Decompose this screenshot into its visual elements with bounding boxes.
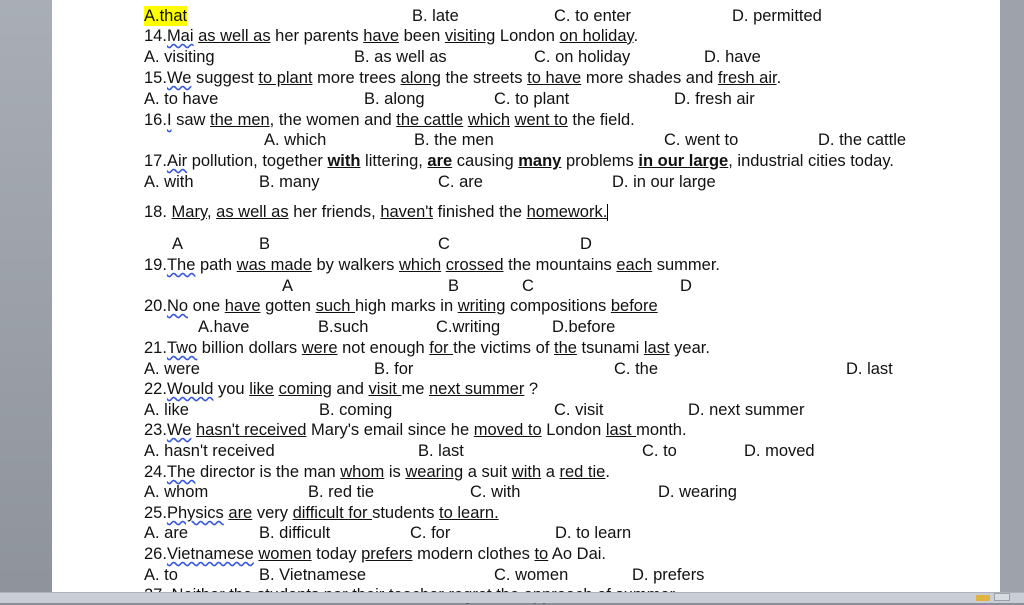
text-run: .: [605, 463, 610, 481]
text-run: ?: [524, 380, 539, 398]
text-run: the mountains: [503, 256, 617, 274]
text-run: the cattle: [396, 111, 464, 129]
option-q26o-3: D. prefers: [632, 566, 705, 584]
text-run: her friends,: [288, 203, 381, 221]
option-q21o-2: C. the: [614, 360, 659, 378]
text-run: saw: [171, 111, 211, 129]
text-run: 19.: [144, 256, 167, 274]
text-run: me: [401, 380, 429, 398]
text-run: not enough: [337, 339, 430, 357]
text-run: Mary: [171, 203, 207, 221]
text-run: visit: [368, 380, 402, 398]
text-run: haven't: [380, 203, 434, 221]
text-run: moved to: [473, 421, 542, 439]
option-q24o-2: C. with: [470, 483, 521, 501]
option-q25o-0: A. are: [144, 524, 189, 542]
option-q15o-1: B. along: [364, 90, 425, 108]
text-run: to plant: [258, 69, 313, 87]
text-run: summer.: [652, 256, 721, 274]
option-q20o-0: A.have: [198, 318, 250, 336]
text-run: last: [643, 339, 670, 357]
option-q18o-1: B: [259, 235, 271, 253]
option-top_opts-3: D. permitted: [732, 7, 822, 25]
text-run: high marks in: [355, 297, 458, 315]
text-run: last: [605, 421, 637, 439]
text-run: Air: [166, 152, 188, 170]
text-run: month.: [636, 421, 687, 439]
text-run: whom: [340, 463, 385, 481]
text-run: which: [398, 256, 442, 274]
right-scroll-area[interactable]: [1000, 0, 1024, 603]
text-run: coming: [278, 380, 332, 398]
text-run: problems: [561, 152, 639, 170]
text-run: , industrial cities today.: [728, 152, 894, 170]
option-q20o-3: D.before: [552, 318, 616, 336]
text-run: the victims of: [453, 339, 554, 357]
text-run: on holiday: [559, 27, 634, 45]
text-run: 16.: [144, 111, 167, 129]
text-run: wearing: [405, 463, 464, 481]
option-q17o-3: D. in our large: [612, 173, 716, 191]
text-run: 15.: [144, 69, 167, 87]
text-run: today: [311, 545, 362, 563]
text-run: with: [511, 463, 542, 481]
text-run: The: [166, 463, 196, 481]
text-run: 23.: [144, 421, 167, 439]
question-q25: [144, 503, 499, 523]
option-q15o-0: A. to have: [144, 90, 219, 108]
text-run: Mary's email since he: [306, 421, 474, 439]
text-run: ,: [206, 203, 217, 221]
option-q23o-1: B. last: [418, 442, 464, 460]
question-q20: [144, 296, 658, 316]
text-run: which: [467, 111, 510, 129]
text-run: hasn't received: [195, 421, 307, 439]
text-run: the: [554, 339, 577, 357]
text-run: I: [166, 111, 172, 129]
option-q14o-0: A. visiting: [144, 48, 215, 66]
text-run: difficult: [292, 504, 349, 522]
option-q22o-1: B. coming: [319, 401, 393, 419]
text-run: finished the: [433, 203, 527, 221]
question-q15: [144, 68, 781, 88]
text-run: to have: [527, 69, 582, 87]
option-q26o-0: A. to: [144, 566, 178, 584]
option-q21o-0: A. were: [144, 360, 200, 378]
text-run: the field.: [567, 111, 635, 129]
text-run: tsunami: [576, 339, 644, 357]
text-run: before: [610, 297, 658, 315]
option-q26o-1: B. Vietnamese: [259, 566, 367, 584]
text-run: London: [495, 27, 560, 45]
question-q22: [144, 379, 538, 399]
text-run: went to: [514, 111, 568, 129]
question-q18: [144, 202, 608, 222]
text-run: pollution, together: [187, 152, 328, 170]
text-run: Ao Dai.: [548, 545, 607, 563]
question-q16: [144, 110, 635, 130]
text-run: you: [213, 380, 250, 398]
text-run: Mai: [166, 27, 194, 45]
option-q22o-2: C. visit: [554, 401, 604, 419]
option-top_opts-2: C. to enter: [554, 7, 632, 25]
text-run: in our large: [638, 152, 729, 170]
text-run: 26.: [144, 545, 167, 563]
text-run: 24.: [144, 463, 167, 481]
question-q17: [144, 151, 894, 171]
option-q18o-2: C: [438, 235, 450, 253]
text-run: each: [616, 256, 653, 274]
text-run: one: [188, 297, 225, 315]
option-q24o-1: B. red tie: [308, 483, 375, 501]
option-q23o-3: D. moved: [744, 442, 815, 460]
option-q14o-3: D. have: [704, 48, 761, 66]
option-q21o-3: D. last: [846, 360, 893, 378]
text-run: next summer: [428, 380, 525, 398]
text-run: homework.: [526, 203, 608, 221]
option-q20o-2: C.writing: [436, 318, 501, 336]
text-run: women: [258, 545, 312, 563]
option-top_opts-1: B. late: [412, 7, 459, 25]
text-run: is: [384, 463, 406, 481]
view-layout-icon[interactable]: [976, 595, 990, 601]
option-q17o-1: B. many: [259, 173, 320, 191]
text-run: We: [166, 421, 192, 439]
text-run: for: [429, 339, 454, 357]
text-run: director is the man: [195, 463, 341, 481]
text-run: as well as: [198, 27, 271, 45]
text-run: .: [776, 69, 782, 87]
text-run: fresh air: [717, 69, 777, 87]
option-q16o-0: A. which: [264, 131, 327, 149]
question-q19: [144, 255, 720, 275]
question-q23: [144, 420, 687, 440]
text-run: suggest: [191, 69, 259, 87]
text-run: 22.: [144, 380, 167, 398]
text-run: a suit: [463, 463, 512, 481]
text-run: , the women and: [269, 111, 397, 129]
text-cursor: [607, 204, 608, 221]
text-run: were: [301, 339, 338, 357]
option-q23o-0: A. hasn't received: [144, 442, 275, 460]
question-q26: [144, 544, 606, 564]
text-run: was made: [236, 256, 312, 274]
option-q16o-2: C. went to: [664, 131, 739, 149]
text-run: Physics: [166, 504, 224, 522]
text-run: 21.: [144, 339, 167, 357]
option-q25o-2: C. for: [410, 524, 451, 542]
option-top_opts-0: A.that: [144, 7, 188, 25]
text-run: modern clothes: [412, 545, 535, 563]
text-run: path: [195, 256, 237, 274]
question-q14: [144, 26, 638, 46]
option-q17o-0: A. with: [144, 173, 194, 191]
text-run: littering,: [360, 152, 428, 170]
text-run: very: [252, 504, 293, 522]
text-run: have: [224, 297, 261, 315]
text-run: with: [327, 152, 361, 170]
text-run: compositions: [505, 297, 611, 315]
option-q20o-1: B.such: [318, 318, 369, 336]
text-run: 20.: [144, 297, 167, 315]
text-run: for: [348, 504, 373, 522]
text-run: the streets: [440, 69, 528, 87]
option-q15o-3: D. fresh air: [674, 90, 755, 108]
text-run: and: [331, 380, 369, 398]
text-run: We: [166, 69, 192, 87]
question-q21: [144, 338, 710, 358]
option-q16o-3: D. the cattle: [818, 131, 907, 149]
option-q22o-0: A. like: [144, 401, 189, 419]
text-run: have: [363, 27, 399, 45]
option-q25o-1: B. difficult: [259, 524, 331, 542]
text-run: Vietnamese: [166, 545, 254, 563]
text-run: prefers: [361, 545, 413, 563]
text-run: as well as: [216, 203, 289, 221]
text-run: the men: [210, 111, 270, 129]
text-run: 25.: [144, 504, 167, 522]
text-run: 18.: [144, 203, 172, 221]
text-run: .: [633, 27, 639, 45]
text-run: gotten: [260, 297, 316, 315]
text-run: by walkers: [311, 256, 399, 274]
option-q21o-1: B. for: [374, 360, 414, 378]
text-run: Two: [166, 339, 198, 357]
text-run: many: [518, 152, 562, 170]
text-run: like: [249, 380, 274, 398]
text-run: such: [315, 297, 355, 315]
text-run: students: [372, 504, 440, 522]
text-run: been: [399, 27, 445, 45]
option-q19o-3: D: [680, 277, 692, 295]
document-page[interactable]: [52, 0, 1000, 593]
text-run: 14.: [144, 27, 167, 45]
text-run: London: [541, 421, 606, 439]
text-run: billion dollars: [197, 339, 302, 357]
option-q14o-1: B. as well as: [354, 48, 447, 66]
option-q17o-2: C. are: [438, 173, 483, 191]
text-run: a: [541, 463, 560, 481]
option-q24o-3: D. wearing: [658, 483, 737, 501]
text-run: writing: [457, 297, 506, 315]
option-q19o-0: A: [282, 277, 294, 295]
text-run: are: [228, 504, 253, 522]
option-q24o-0: A. whom: [144, 483, 209, 501]
text-run: crossed: [445, 256, 504, 274]
text-run: visiting: [444, 27, 496, 45]
option-q23o-2: C. to: [642, 442, 677, 460]
text-run: 17.: [144, 152, 167, 170]
text-run: along: [400, 69, 441, 87]
option-q22o-3: D. next summer: [688, 401, 805, 419]
text-run: more trees: [312, 69, 401, 87]
option-q18o-3: D: [580, 235, 592, 253]
text-run: are: [427, 152, 453, 170]
text-run: The: [166, 256, 196, 274]
left-gutter: [0, 0, 52, 603]
text-run: to: [534, 545, 549, 563]
text-run: to learn.: [439, 504, 499, 522]
question-q24: [144, 462, 610, 482]
option-q19o-1: B: [448, 277, 460, 295]
option-q19o-2: C: [522, 277, 534, 295]
text-run: more shades and: [581, 69, 718, 87]
text-run: year.: [669, 339, 710, 357]
status-bar: [0, 592, 1024, 603]
option-q16o-1: B. the men: [414, 131, 494, 149]
option-q25o-3: D. to learn: [555, 524, 632, 542]
text-run: red tie: [559, 463, 606, 481]
option-q18o-0: A: [172, 235, 184, 253]
text-run: No: [166, 297, 189, 315]
text-run: her parents: [270, 27, 364, 45]
text-run: Would: [166, 380, 214, 398]
option-q15o-2: C. to plant: [494, 90, 570, 108]
option-q26o-2: C. women: [494, 566, 569, 584]
text-run: causing: [452, 152, 519, 170]
view-mode-icon[interactable]: [994, 593, 1010, 601]
option-q14o-2: C. on holiday: [534, 48, 631, 66]
